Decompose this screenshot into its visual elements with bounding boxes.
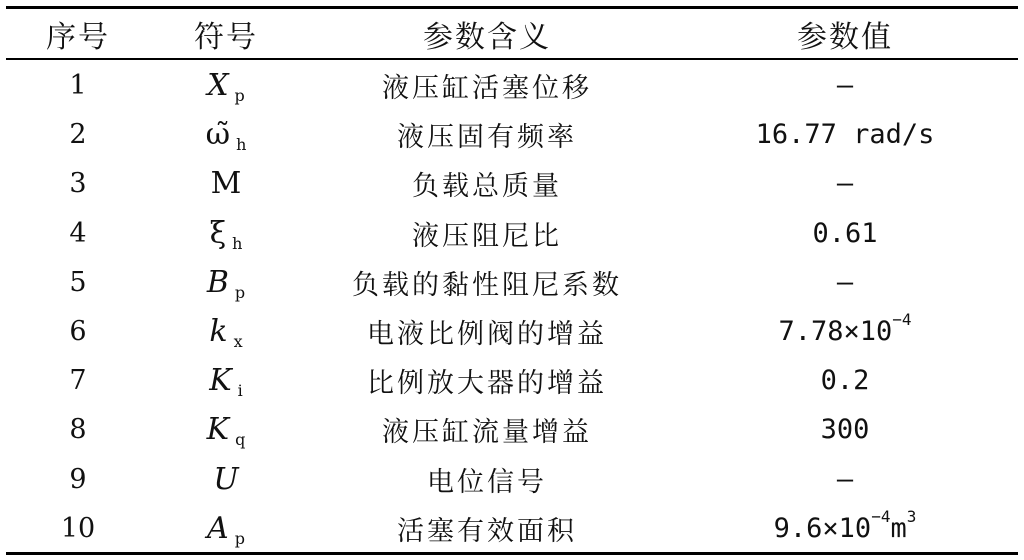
row-symbol — [150, 110, 302, 159]
row-meaning: 电位信号 — [427, 466, 547, 498]
row-symbol — [150, 61, 302, 110]
row-symbol — [150, 258, 302, 307]
symbol-main: k — [209, 314, 228, 350]
row-value — [672, 504, 1018, 553]
table-row — [6, 209, 1018, 258]
value-text: 300 — [820, 414, 870, 446]
row-symbol — [150, 209, 302, 258]
row-meaning: 负载的黏性阻尼系数 — [352, 269, 622, 301]
row-index: 3 — [69, 168, 87, 200]
row-symbol — [150, 159, 302, 208]
value-text: — — [836, 168, 854, 200]
table-row — [6, 504, 1018, 553]
symbol-subscript: q — [235, 430, 246, 450]
row-value — [672, 307, 1018, 356]
row-symbol — [150, 356, 302, 405]
value-text: 0.2 — [820, 365, 870, 397]
symbol-subscript: h — [236, 135, 247, 155]
row-index: 2 — [69, 119, 87, 151]
value-unit: m — [890, 512, 907, 544]
symbol-subscript: p — [234, 528, 245, 548]
row-symbol — [150, 455, 302, 504]
row-meaning: 液压缸流量增益 — [382, 417, 592, 449]
value-exponent: −4 — [892, 310, 912, 330]
table-row — [6, 110, 1018, 159]
row-symbol — [150, 307, 302, 356]
value-unit-exponent: 3 — [906, 506, 917, 526]
row-meaning: 负载总质量 — [412, 171, 562, 203]
header-index: 序号 — [46, 19, 110, 55]
row-index: 8 — [69, 414, 87, 446]
row-meaning: 电液比例阀的增益 — [367, 319, 607, 351]
value-text: 9.6×10 — [773, 512, 872, 544]
symbol-main: M — [210, 166, 242, 202]
row-meaning: 液压缸活塞位移 — [382, 73, 592, 105]
symbol-main: U — [213, 461, 239, 497]
value-text: — — [836, 70, 854, 102]
symbol-subscript: p — [234, 282, 246, 302]
value-text: — — [836, 463, 854, 495]
row-index: 5 — [69, 266, 87, 298]
row-index: 6 — [69, 316, 87, 348]
row-value — [672, 405, 1018, 454]
symbol-subscript: h — [232, 233, 243, 253]
row-meaning: 比例放大器的增益 — [367, 368, 607, 400]
row-index: 9 — [69, 463, 87, 495]
row-index: 4 — [69, 217, 87, 249]
header-value: 参数值 — [797, 19, 893, 55]
symbol-main: K — [209, 363, 232, 399]
symbol-main: X — [207, 68, 229, 104]
table-row — [6, 405, 1018, 454]
symbol-main: B — [206, 264, 229, 300]
table-row — [6, 61, 1018, 110]
row-symbol — [150, 504, 302, 553]
table-header-row — [6, 9, 1018, 58]
value-text: 0.61 — [812, 217, 878, 249]
row-meaning: 活塞有效面积 — [397, 515, 577, 547]
row-value — [672, 356, 1018, 405]
symbol-main: ω̃ — [205, 117, 231, 153]
row-value — [672, 110, 1018, 159]
table-row — [6, 356, 1018, 405]
header-meaning: 参数含义 — [423, 19, 551, 55]
row-index: 1 — [69, 70, 87, 102]
symbol-subscript: i — [237, 381, 243, 401]
row-index: 10 — [60, 512, 96, 544]
row-symbol — [150, 405, 302, 454]
row-value — [672, 209, 1018, 258]
header-symbol: 符号 — [194, 19, 258, 55]
table-row — [6, 159, 1018, 208]
value-exponent: −4 — [871, 506, 891, 526]
value-text: — — [836, 266, 854, 298]
symbol-subscript: x — [233, 332, 243, 352]
row-meaning: 液压阻尼比 — [412, 220, 562, 252]
symbol-main: K — [206, 412, 230, 448]
table-bottom-rule — [6, 552, 1018, 555]
value-text: 7.78×10 — [778, 316, 893, 348]
symbol-main: A — [207, 510, 229, 546]
table-header-rule — [6, 58, 1018, 60]
symbol-main: ξ — [209, 215, 227, 251]
row-value — [672, 258, 1018, 307]
row-index: 7 — [69, 365, 87, 397]
row-value — [672, 61, 1018, 110]
table-row — [6, 258, 1018, 307]
symbol-subscript: p — [234, 86, 245, 106]
row-value — [672, 159, 1018, 208]
row-meaning: 液压固有频率 — [397, 122, 577, 154]
table-row — [6, 307, 1018, 356]
row-value — [672, 455, 1018, 504]
table-row — [6, 455, 1018, 504]
value-text: 16.77 rad/s — [755, 119, 935, 151]
